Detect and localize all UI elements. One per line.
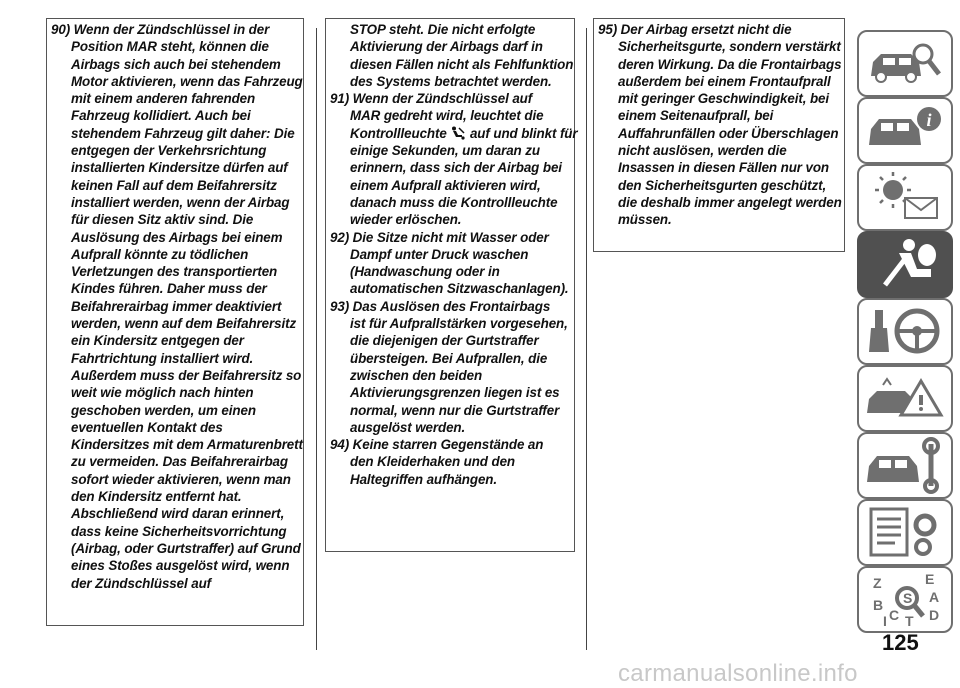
index-letter: B bbox=[873, 597, 884, 613]
index-letter: Z bbox=[873, 575, 882, 591]
steering-wheel-icon bbox=[859, 300, 951, 363]
index-letter: T bbox=[905, 613, 914, 629]
tab-warning-lights[interactable] bbox=[857, 164, 953, 231]
index-letter: A bbox=[929, 589, 940, 605]
index-letter: S bbox=[903, 590, 913, 606]
column-divider bbox=[586, 28, 587, 650]
column-divider bbox=[316, 28, 317, 650]
column-left bbox=[51, 21, 303, 592]
index-icon bbox=[859, 568, 951, 631]
note-90-text: Position MAR steht, können die Airbags sich auch bei stehendem Motor aktivieren, wenn das Fahrzeug mit einem anderen fahrenden Fahrzeug kollidiert. Auch bei stehendem Fahrzeug gilt daher: Die entgegen der Verkehrsrichtung installierten Kindersitze dürfen auf keinen Fall auf dem Beifahrersitz installiert werden, wenn der Airbag für diesen Sitz aktiv sind. Die Auslösung des Airbags bei einem Aufprall könnte zu tödlichen Verletzungen des transportierten Kindes führen. Daher muss der Beifahrerairbag immer deaktiviert werden, wenn auf dem Beifahrersitz ein Kindersitz entgegen der Fahrtrichtung installiert wird. Außerdem muss der Beifahrersitz so weit wie möglich nach hinten geschoben werden, um einen eventuellen Kontakt des Kindersitzes mit dem Armaturenbrett zu vermeiden. Das Beifahrerairbag sofort wieder aktivieren, wenn man den Kindersitz entfernt hat. Abschließend wird daran erinnert, dass keine Sicherheitsvorrichtung (Airbag, oder Gurtstraffer) auf Grund eines Stoßes ausgelöst wird, wenn der Zündschlüssel auf bbox=[71, 39, 303, 591]
tab-safety[interactable] bbox=[857, 231, 953, 298]
tab-vehicle-info[interactable] bbox=[857, 97, 953, 164]
note-93-text: ist für Aufprallstärken vorgesehen, die diejenigen der Gurtstraffer übersteigen. Bei Aufprallen, die zwischen den beiden Aktivierungsgrenzen liegen ist es normal, wenn nur die Gurtstraffer ausgelöst werden. bbox=[350, 316, 568, 435]
note-90-heading: 90) Wenn der Zündschlüssel in der bbox=[51, 22, 270, 37]
tab-maintenance[interactable] bbox=[857, 432, 953, 499]
index-letter: I bbox=[883, 613, 887, 629]
tab-technical-data[interactable] bbox=[857, 499, 953, 566]
note-95-heading: 95) Der Airbag ersetzt nicht die bbox=[598, 22, 792, 37]
car-breakdown-icon bbox=[859, 367, 951, 430]
car-search-icon bbox=[859, 32, 951, 95]
note-95-text: Sicherheitsgurte, sondern verstärkt deren Wirkung. Da die Frontairbags außerdem bei einem Frontaufprall mit geringer Geschwindigkeit, bei einem Seitenaufprall, bei Auffahrunfällen oder Überschlagen nicht auslösen, werden die Insassen in diesen Fällen nur von den Sicherheitsgurten geschützt, die deshalb immer angelegt werden müssen. bbox=[618, 39, 842, 228]
note-90 bbox=[51, 21, 303, 592]
technical-data-icon bbox=[859, 501, 951, 564]
note-92-text: Dampf unter Druck waschen (Handwaschung oder in automatischen Sitzwaschanlagen). bbox=[350, 246, 569, 297]
note-94 bbox=[330, 436, 578, 488]
note-94-heading: 94) Keine starren Gegenstände an bbox=[330, 437, 544, 453]
car-service-icon bbox=[859, 434, 951, 497]
note-92-heading: 92) Die Sitze nicht mit Wasser oder bbox=[330, 229, 549, 245]
airbag-warning-icon bbox=[450, 126, 466, 140]
note-93 bbox=[330, 298, 578, 436]
index-letter: D bbox=[929, 607, 940, 623]
svg-text:i: i bbox=[926, 110, 932, 130]
note-94-text: den Kleiderhaken und den Haltegriffen aufhängen. bbox=[350, 454, 516, 487]
note-93-heading: 93) Das Auslösen des Frontairbags bbox=[330, 298, 551, 314]
page-number: 125 bbox=[882, 630, 919, 655]
tab-vehicle-knowledge[interactable] bbox=[857, 30, 953, 97]
column-right bbox=[598, 21, 844, 229]
note-90-continued bbox=[330, 21, 578, 90]
index-letter: C bbox=[889, 607, 900, 623]
watermark-text: carmanualsonline.info bbox=[618, 660, 858, 687]
airbag-passenger-icon bbox=[859, 233, 951, 296]
tab-index[interactable] bbox=[857, 566, 953, 633]
note-91-text-before: MAR gedreht wird, leuchtet die Kontrollleuchte bbox=[350, 108, 544, 141]
note-92 bbox=[330, 229, 578, 298]
index-letter: E bbox=[925, 571, 935, 587]
note-91-text bbox=[330, 107, 578, 228]
tab-starting-driving[interactable] bbox=[857, 298, 953, 365]
note-90-continuation: STOP steht. Die nicht erfolgte Aktivierung der Airbags darf in diesen Fällen nicht als Fehlfunktion des Systems betrachtet werden. bbox=[350, 22, 574, 89]
note-91 bbox=[330, 90, 578, 228]
column-middle bbox=[330, 21, 578, 488]
warning-lights-icon bbox=[859, 166, 951, 229]
car-info-icon bbox=[859, 99, 951, 162]
note-95 bbox=[598, 21, 844, 229]
note-91-heading: 91) Wenn der Zündschlüssel auf bbox=[330, 91, 533, 107]
note-91-text-after: auf und blinkt für einige Sekunden, um daran zu erinnern, dass sich der Airbag bei einem Aufprall aktivieren wird, danach muss die Kontrollleuchte wieder erlöschen. bbox=[350, 125, 578, 228]
tab-emergency[interactable] bbox=[857, 365, 953, 432]
